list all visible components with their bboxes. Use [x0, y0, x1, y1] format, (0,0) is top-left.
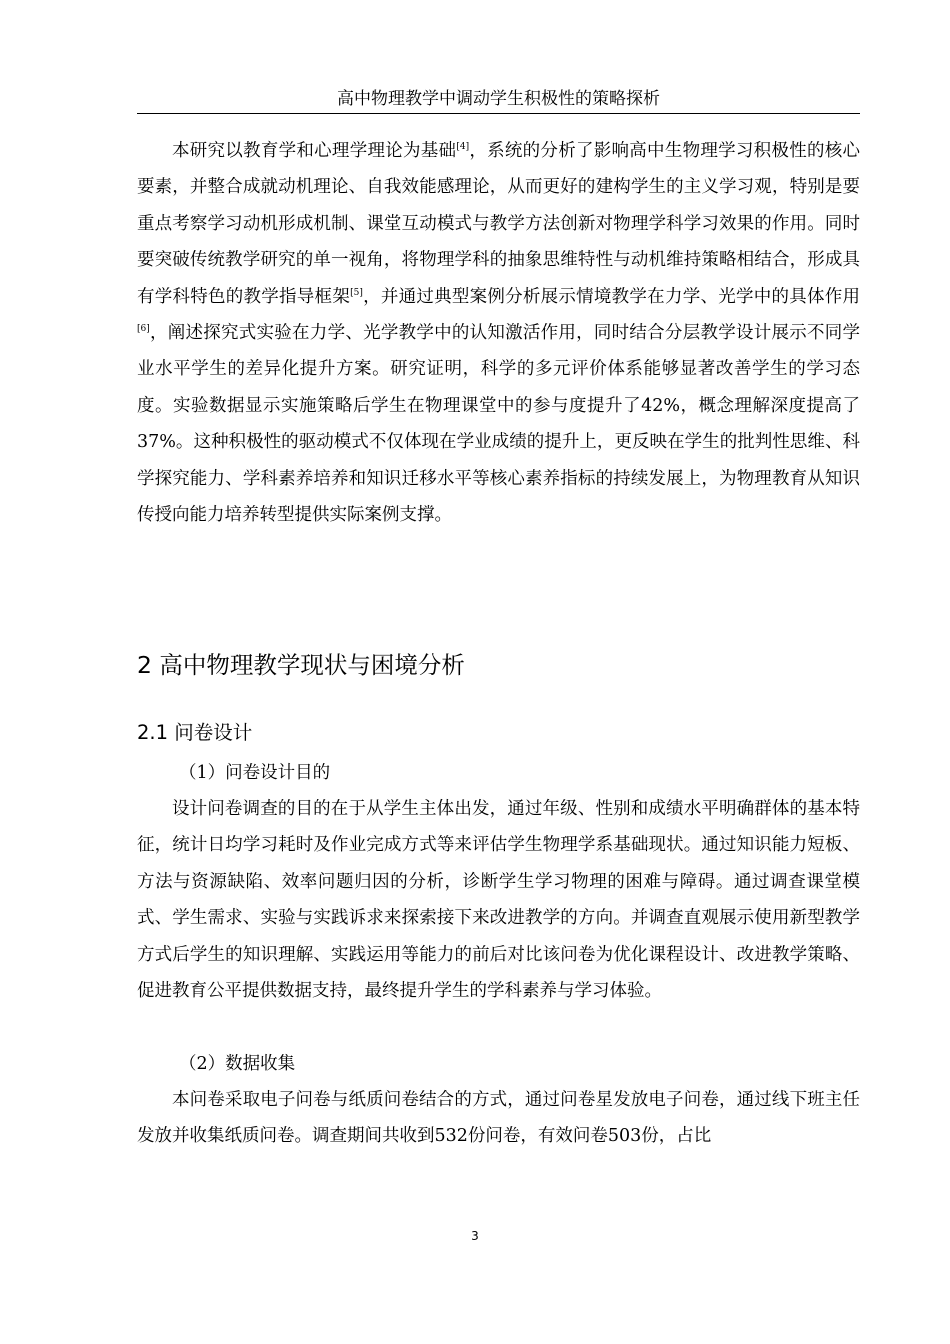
intro-text-2: ，系统的分析了影响高中生物理学习积极性的核心要素，并整合成就动机理论、自我效能感理论，从而更好的建构学生的主义学习观，特别是要重点考察学习动机形成机制、课堂互动模式与教学方法创新对物理学科学习效果的作用。同时要突破传统教学研究的单一视角，将物理学科的抽象思维特性与动机维持策略相结合，形成具有学科特色的教学指导框架	[137, 141, 861, 307]
intro-text-3: ，并通过典型案例分析展示情境教学在力学、光学中的具体作用	[362, 286, 861, 307]
purpose-label: （1）问卷设计目的	[179, 763, 331, 783]
subsection-heading: 2.1 问卷设计	[137, 721, 253, 744]
citation-5: [5]	[350, 287, 363, 298]
page-header-title: 高中物理教学中调动学生积极性的策略探析	[337, 89, 660, 109]
page-number: 3	[471, 1229, 479, 1243]
purpose-paragraph: 设计问卷调查的目的在于从学生主体出发，通过年级、性别和成绩水平明确群体的基本特征，统计日均学习耗时及作业完成方式等来评估学生物理学系基础现状。通过知识能力短板、方法与资源缺陷、效率问题归因的分析，诊断学生学习物理的困难与障碍。通过调查课堂模式、学生需求、实验与实践诉求来探索接下来改进教学的方向。并调查直观展示使用新型教学方式后学生的知识理解、实践运用等能力的前后对比该问卷为优化课程设计、改进教学策略、促进教育公平提供数据支持，最终提升学生的学科素养与学习体验。	[137, 799, 860, 1002]
collection-paragraph: 本问卷采取电子问卷与纸质问卷结合的方式，通过问卷星发放电子问卷，通过线下班主任发放并收集纸质问卷。调查期间共收到532份问卷，有效问卷503份，占比	[137, 1090, 860, 1147]
citation-4: [4]	[456, 142, 470, 152]
section-heading: 2 高中物理教学现状与困境分析	[137, 651, 465, 679]
intro-paragraph	[137, 133, 860, 533]
intro-text-4: ，阐述探究式实验在力学、光学教学中的认知激活作用，同时结合分层教学设计展示不同学业水平学生的差异化提升方案。研究证明，科学的多元评价体系能够显著改善学生的学习态度。实验数据显示实施策略后学生在物理课堂中的参与度提升了42%，概念理解深度提高了37%。这种积极性的驱动模式不仅体现在学业成绩的提升上，更反映在学生的批判性思维、科学探究能力、学科素养培养和知识迁移水平等核心素养指标的持续发展上，为物理教育从知识传授向能力培养转型提供实际案例支撑。	[137, 323, 860, 526]
header-divider	[137, 113, 860, 114]
collection-label: （2）数据收集	[179, 1054, 296, 1074]
intro-text-1: 本研究以教育学和心理学理论为基础	[172, 141, 457, 161]
citation-6: [6]	[137, 324, 150, 335]
